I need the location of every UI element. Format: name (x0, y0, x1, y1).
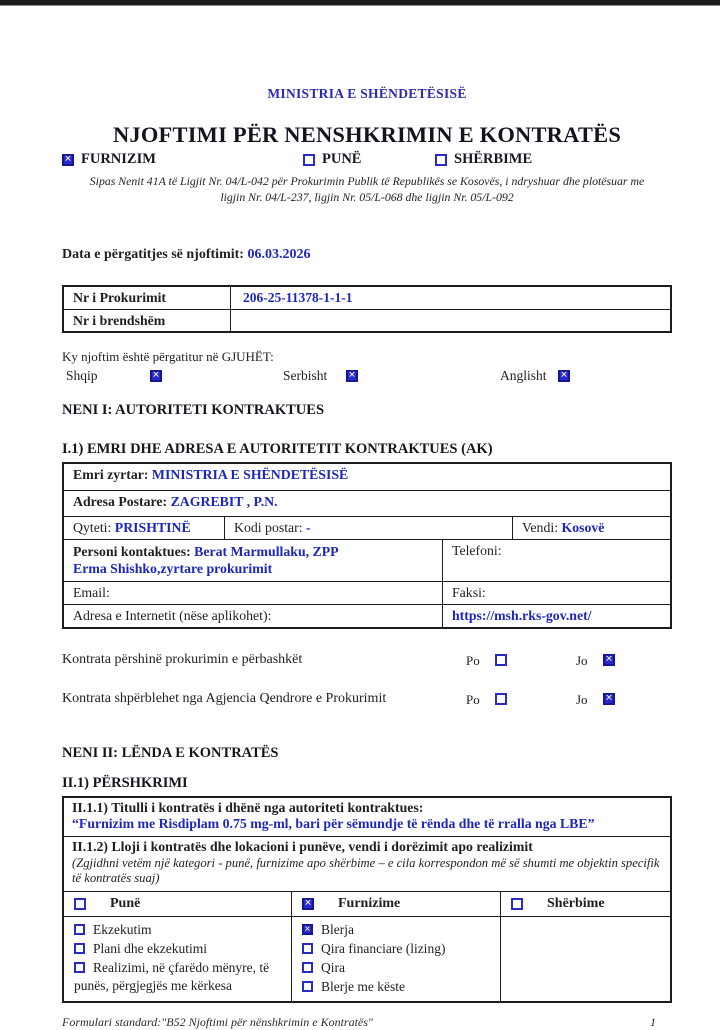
section1-heading: NENI I: AUTORITETI KONTRAKTUES (62, 402, 325, 419)
notice-date-label: Data e përgatitjes së njoftimit: (62, 247, 244, 263)
checkbox-po-icon (495, 654, 507, 666)
contract-kind-label: II.1.2) Lloji i kontratës dhe lokacioni i punëve, vendi i dorëzimit apo realizimit (72, 838, 533, 854)
checkbox-ekzekutim-icon (74, 924, 85, 935)
ministry-header: MINISTRIA E SHËNDETËSISË (267, 86, 467, 101)
checkbox-plani-icon (74, 943, 85, 954)
city-value: PRISHTINË (114, 520, 191, 536)
fax-label: Faksi: (452, 584, 486, 600)
city-label: Qyteti: (73, 520, 112, 536)
option-label: Qira (321, 959, 345, 975)
contract-title-label: II.1.1) Titulli i kontratës i dhënë nga autoriteti kontraktues: (72, 799, 424, 815)
contract-kind-row (64, 836, 670, 891)
type-option-label: SHËRBIME (454, 151, 533, 167)
table-row (64, 539, 670, 580)
question-text: Kontrata shpërblehet nga Agjencia Qendrore e Prokurimit (62, 690, 387, 706)
category-pune-header (64, 892, 291, 916)
category-furnizime-header (291, 892, 500, 916)
list-item (302, 959, 490, 977)
jo-label: Jo (576, 652, 588, 668)
sherbime-options-cell (500, 917, 670, 1001)
checkbox-shqip-icon (150, 370, 162, 382)
language-serbisht-label: Serbisht (283, 368, 328, 384)
table-row (64, 516, 670, 539)
table-row (64, 581, 670, 604)
checkbox-realizimi-icon (74, 962, 85, 973)
scan-top-edge (0, 0, 720, 6)
postal-address-value: ZAGREBIT , P.N. (170, 494, 278, 510)
list-item (74, 959, 281, 995)
contact-person-value-line1: Berat Marmullaku, ZPP (194, 544, 339, 560)
checkbox-blerja-icon (302, 924, 313, 935)
list-item (74, 921, 281, 939)
contact-person-label: Personi kontaktues: (73, 544, 191, 560)
type-option-label: FURNIZIM (81, 151, 156, 167)
central-agency-question (62, 691, 672, 709)
section2-heading: NENI II: LËNDA E KONTRATËS (62, 744, 279, 761)
list-item (74, 940, 281, 958)
page-title: NJOFTIMI PËR NENSHKRIMIN E KONTRATËS (112, 122, 622, 147)
category-options-row (64, 916, 670, 1001)
checkbox-jo-icon (603, 693, 615, 705)
po-label: Po (466, 691, 480, 707)
type-option-label: PUNË (322, 151, 362, 167)
telephone-label: Telefoni: (452, 543, 502, 559)
pune-options-cell (64, 917, 291, 1001)
checkbox-blerje-keste-icon (302, 981, 313, 992)
contract-title-row (64, 798, 670, 836)
language-anglisht-label: Anglisht (500, 368, 547, 384)
legal-basis-line2: ligjin Nr. 04/L-237, ligjin Nr. 05/L-068 dhe ligjin Nr. 05/L-092 (220, 189, 514, 204)
contracting-authority-table (62, 462, 672, 628)
category-header-row (64, 891, 670, 916)
type-option-furnizim (62, 151, 156, 168)
email-label: Email: (73, 584, 110, 600)
contract-type-options (62, 151, 672, 169)
internet-address-label: Adresa e Internetit (nëse aplikohet): (73, 607, 272, 623)
document-page (0, 86, 720, 1030)
checkbox-sherbime-category-icon (511, 898, 523, 910)
table-row (64, 604, 670, 627)
option-label: Plani dhe ekzekutimi (93, 940, 207, 956)
option-label: Qira financiare (lizing) (321, 940, 446, 956)
section2-subheading: II.1) PËRSHKRIMI (62, 774, 188, 791)
table-row (64, 490, 670, 516)
notice-date-value: 06.03.2026 (247, 247, 311, 263)
postal-code-label: Kodi postar: (234, 520, 303, 536)
checkbox-jo-icon (603, 654, 615, 666)
checkbox-po-icon (495, 693, 507, 705)
jo-label: Jo (576, 691, 588, 707)
checkbox-serbisht-icon (346, 370, 358, 382)
checkbox-sherbime-icon (435, 154, 447, 166)
option-label: Blerja (321, 922, 354, 938)
option-label: Blerje me këste (321, 978, 405, 994)
country-value: Kosovë (561, 520, 605, 536)
joint-procurement-question (62, 652, 672, 670)
list-item (302, 921, 490, 939)
checkbox-furnizim-icon (62, 154, 74, 166)
postal-address-label: Adresa Postare: (73, 494, 168, 510)
type-option-sherbime (435, 151, 532, 168)
procurement-number-table (62, 285, 672, 333)
contract-kind-note: (Zgjidhni vetëm një kategori - punë, furnizime apo shërbime – e cila korrespondon më së shumti me objektin specifik të kontratës suaj) (72, 855, 660, 886)
internal-number-label: Nr i brendshëm (73, 312, 166, 328)
page-number: 1 (650, 1015, 656, 1030)
contact-person-value-line2: Erma Shishko,zyrtare prokurimit (73, 561, 273, 577)
option-label: Ekzekutim (93, 922, 152, 938)
list-item (302, 978, 490, 996)
category-sherbime-header (500, 892, 670, 916)
furnizime-options-cell (291, 917, 500, 1001)
procurement-number-label: Nr i Prokurimit (73, 290, 166, 306)
po-label: Po (466, 652, 480, 668)
checkbox-qira-financiare-icon (302, 943, 313, 954)
table-row (64, 464, 670, 490)
category-label: Punë (110, 896, 141, 912)
legal-basis-line1: Sipas Nenit 41A të Ligjit Nr. 04/L-042 për Prokurimin Publik të Republikës se Kosovës, i ndryshuar dhe plotësuar me (89, 174, 645, 188)
legal-basis-text (62, 174, 672, 205)
language-shqip-label: Shqip (66, 368, 98, 384)
country-label: Vendi: (522, 520, 559, 536)
postal-code-value: - (306, 520, 311, 536)
checkbox-furnizime-category-icon (302, 898, 314, 910)
footer-form-name: Formulari standard:"B52 Njoftimi për nënshkrimin e Kontratës" (62, 1015, 373, 1030)
languages-row (62, 368, 672, 388)
official-name-label: Emri zyrtar: (73, 467, 149, 483)
section1-subheading: I.1) EMRI DHE ADRESA E AUTORITETIT KONTRAKTUES (AK) (62, 441, 493, 458)
list-item (302, 940, 490, 958)
question-text: Kontrata përshinë prokurimin e përbashkët (62, 651, 303, 667)
type-option-pune (303, 151, 361, 168)
category-label: Shërbime (547, 896, 605, 912)
option-label: Realizimi, në çfarëdo mënyre, të punës, përgjegjës me kërkesa (74, 959, 270, 993)
checkbox-pune-icon (303, 154, 315, 166)
table-row (64, 309, 670, 331)
official-name-value: MINISTRIA E SHËNDETËSISË (151, 467, 349, 483)
notice-date-line (62, 247, 672, 263)
category-label: Furnizime (338, 896, 401, 912)
checkbox-anglisht-icon (558, 370, 570, 382)
contract-title-value: “Furnizim me Risdiplam 0.75 mg-ml, bari për sëmundje të rënda dhe të rralla nga LBE” (72, 815, 595, 831)
website-link[interactable]: https://msh.rks-gov.net/ (452, 607, 592, 623)
contract-description-table (62, 796, 672, 1004)
table-row (64, 287, 670, 309)
procurement-number-value: 206-25-11378-1-1-1 (243, 290, 353, 306)
languages-prompt: Ky njoftim është përgatitur në GJUHËT: (62, 349, 274, 365)
checkbox-qira-icon (302, 962, 313, 973)
checkbox-pune-category-icon (74, 898, 86, 910)
page-footer (62, 1015, 672, 1030)
